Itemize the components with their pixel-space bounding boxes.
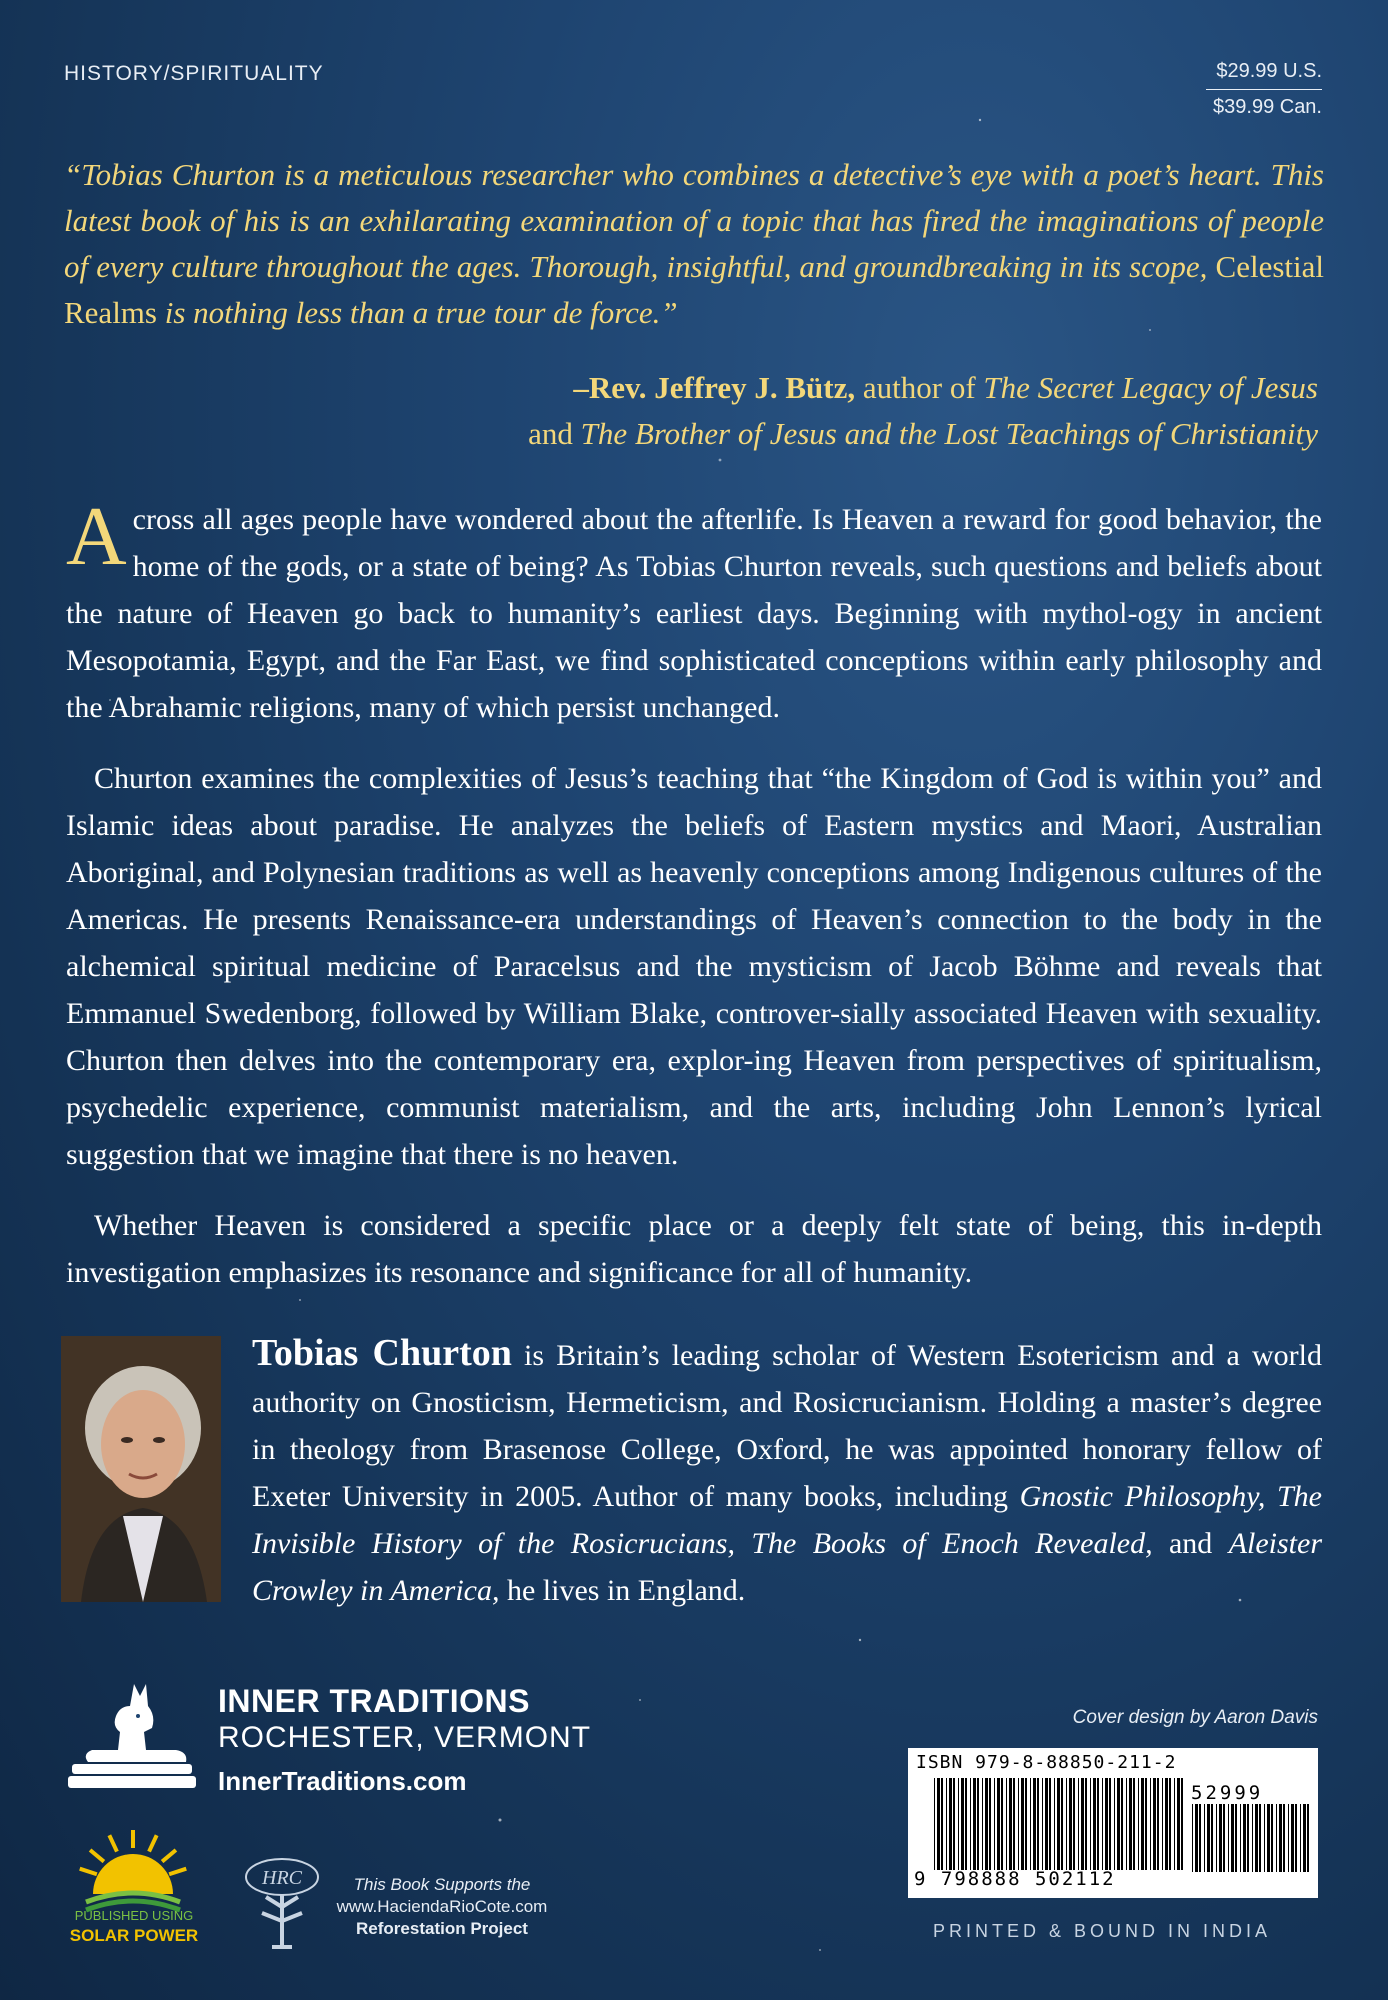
author-name: Tobias Churton [252, 1332, 512, 1374]
reforestation-text [322, 1874, 562, 1940]
endorser-book-2: The Brother of Jesus and the Lost Teachings of Christianity [580, 416, 1318, 451]
endorsement-attribution [418, 365, 1318, 457]
barcode-extension-bars [1192, 1804, 1310, 1872]
author-photo [61, 1336, 221, 1602]
endorsement-quote [64, 152, 1324, 336]
hrc-line-1: This Book Supports the [353, 1875, 531, 1894]
paragraph-1-text: cross all ages people have wondered about the afterlife. Is Heaven a reward for good behavior, the home of the gods, or a state of being? As Tobias Churton reveals, such questions and beliefs about the nature of Heaven go back to humanity’s earliest days. Beginning with mythol-ogy in ancient Mesopotamia, Egypt, and the Far East, we find sophisticated conceptions within early philosophy and the Abrahamic religions, many of which persist unchanged. [66, 503, 1322, 724]
bio-and: and [1152, 1527, 1229, 1560]
bio-text-1: is Britain’s leading scholar of Western Esotericism and a world authority on Gnosticism, Hermeticism, and Rosicrucianism. Holding a master’s degree in theology from Brasenose College, Oxford, he was appointed honorary fellow of Exeter University in 2005. Author of many books, including [252, 1339, 1323, 1513]
hrc-website: www.HaciendaRioCote.com [336, 1897, 548, 1916]
description-paragraph-2: Churton examines the complexities of Jesus’s teaching that “the Kingdom of God is within you” and Islamic ideas about paradise. He analyzes the beliefs of Eastern mystics and Maori, Australian Aboriginal, and Polynesian traditions as well as heavenly conceptions among Indigenous cultures of the Americas. He presents Renaissance-era understandings of Heaven’s connection to the body in the alchemical spiritual medicine of Paracelsus and the mysticism of Jacob Böhme and reveals that Emmanuel Swedenborg, followed by William Blake, controver-sially associated Heaven with sexuality. Churton then delves into the contemporary era, explor-ing Heaven from perspectives of spiritualism, psychedelic experience, communist materialism, and the arts, including John Lennon’s lyrical suggestion that we imagine that there is no heaven. [66, 762, 1322, 1171]
bio-books-2: Aleister Crowley in America, [252, 1527, 1322, 1607]
bio-books-1: Gnostic Philosophy, The Invisible History of the Rosicrucians, The Books of Enoch Revealed, [252, 1480, 1322, 1560]
solar-power-line-1: PUBLISHED USING [74, 1908, 194, 1923]
author-bio [252, 1330, 1322, 1614]
price-us: $29.99 U.S. [1206, 60, 1322, 90]
attribution-author-of: author of [855, 370, 984, 405]
hrc-logo-text: HRC [262, 1867, 302, 1889]
anubis-logo-icon [64, 1676, 199, 1796]
bio-text-end: he lives in England. [499, 1574, 746, 1607]
publisher-name-block [218, 1682, 591, 1806]
description-paragraph-3: Whether Heaven is considered a specific place or a deeply felt state of being, this in-depth investigation emphasizes its resonance and significance for all of humanity. [66, 1209, 1322, 1289]
category-label: HISTORY/SPIRITUALITY [64, 62, 324, 85]
barcode-main-bars [934, 1778, 1184, 1870]
quote-text-1: “Tobias Churton is a meticulous researcher who combines a detective’s eye with a poet’s heart. This latest book of his is an exhilarating examination of a topic that has fired the imaginations of people of every culture throughout the ages. Thorough, insightful, and groundbreaking in its scope, [64, 157, 1324, 284]
printed-in-label: PRINTED & BOUND IN INDIA [933, 1921, 1272, 1941]
isbn-label: ISBN 979-8-88850-211-2 [916, 1752, 1177, 1773]
quote-book-title: Celestial Realms [64, 249, 1324, 330]
hrc-line-3: Reforestation Project [356, 1919, 528, 1938]
cover-design-credit: Cover design by Aaron Davis [1072, 1707, 1318, 1728]
price-block [1206, 60, 1322, 119]
quote-text-2: is nothing less than a true tour de force.” [157, 295, 678, 330]
price-can: $39.99 Can. [1213, 96, 1322, 118]
endorser-book-1: The Secret Legacy of Jesus [983, 370, 1318, 405]
endorser-name: –Rev. Jeffrey J. Bütz, [573, 370, 856, 405]
publisher-website: InnerTraditions.com [218, 1766, 467, 1796]
barcode-digits: 9 798888 502112 [914, 1868, 1116, 1890]
drop-cap: A [66, 490, 127, 583]
publisher-name: INNER TRADITIONS [218, 1683, 530, 1719]
barcode-price-code: 52999 [1191, 1782, 1264, 1804]
publisher-location: ROCHESTER, VERMONT [218, 1721, 592, 1754]
description-paragraph-1 [66, 490, 1322, 731]
solar-power-line-2: SOLAR POWER [69, 1926, 199, 1945]
isbn-barcode [908, 1748, 1318, 1898]
attribution-and: and [528, 416, 581, 451]
